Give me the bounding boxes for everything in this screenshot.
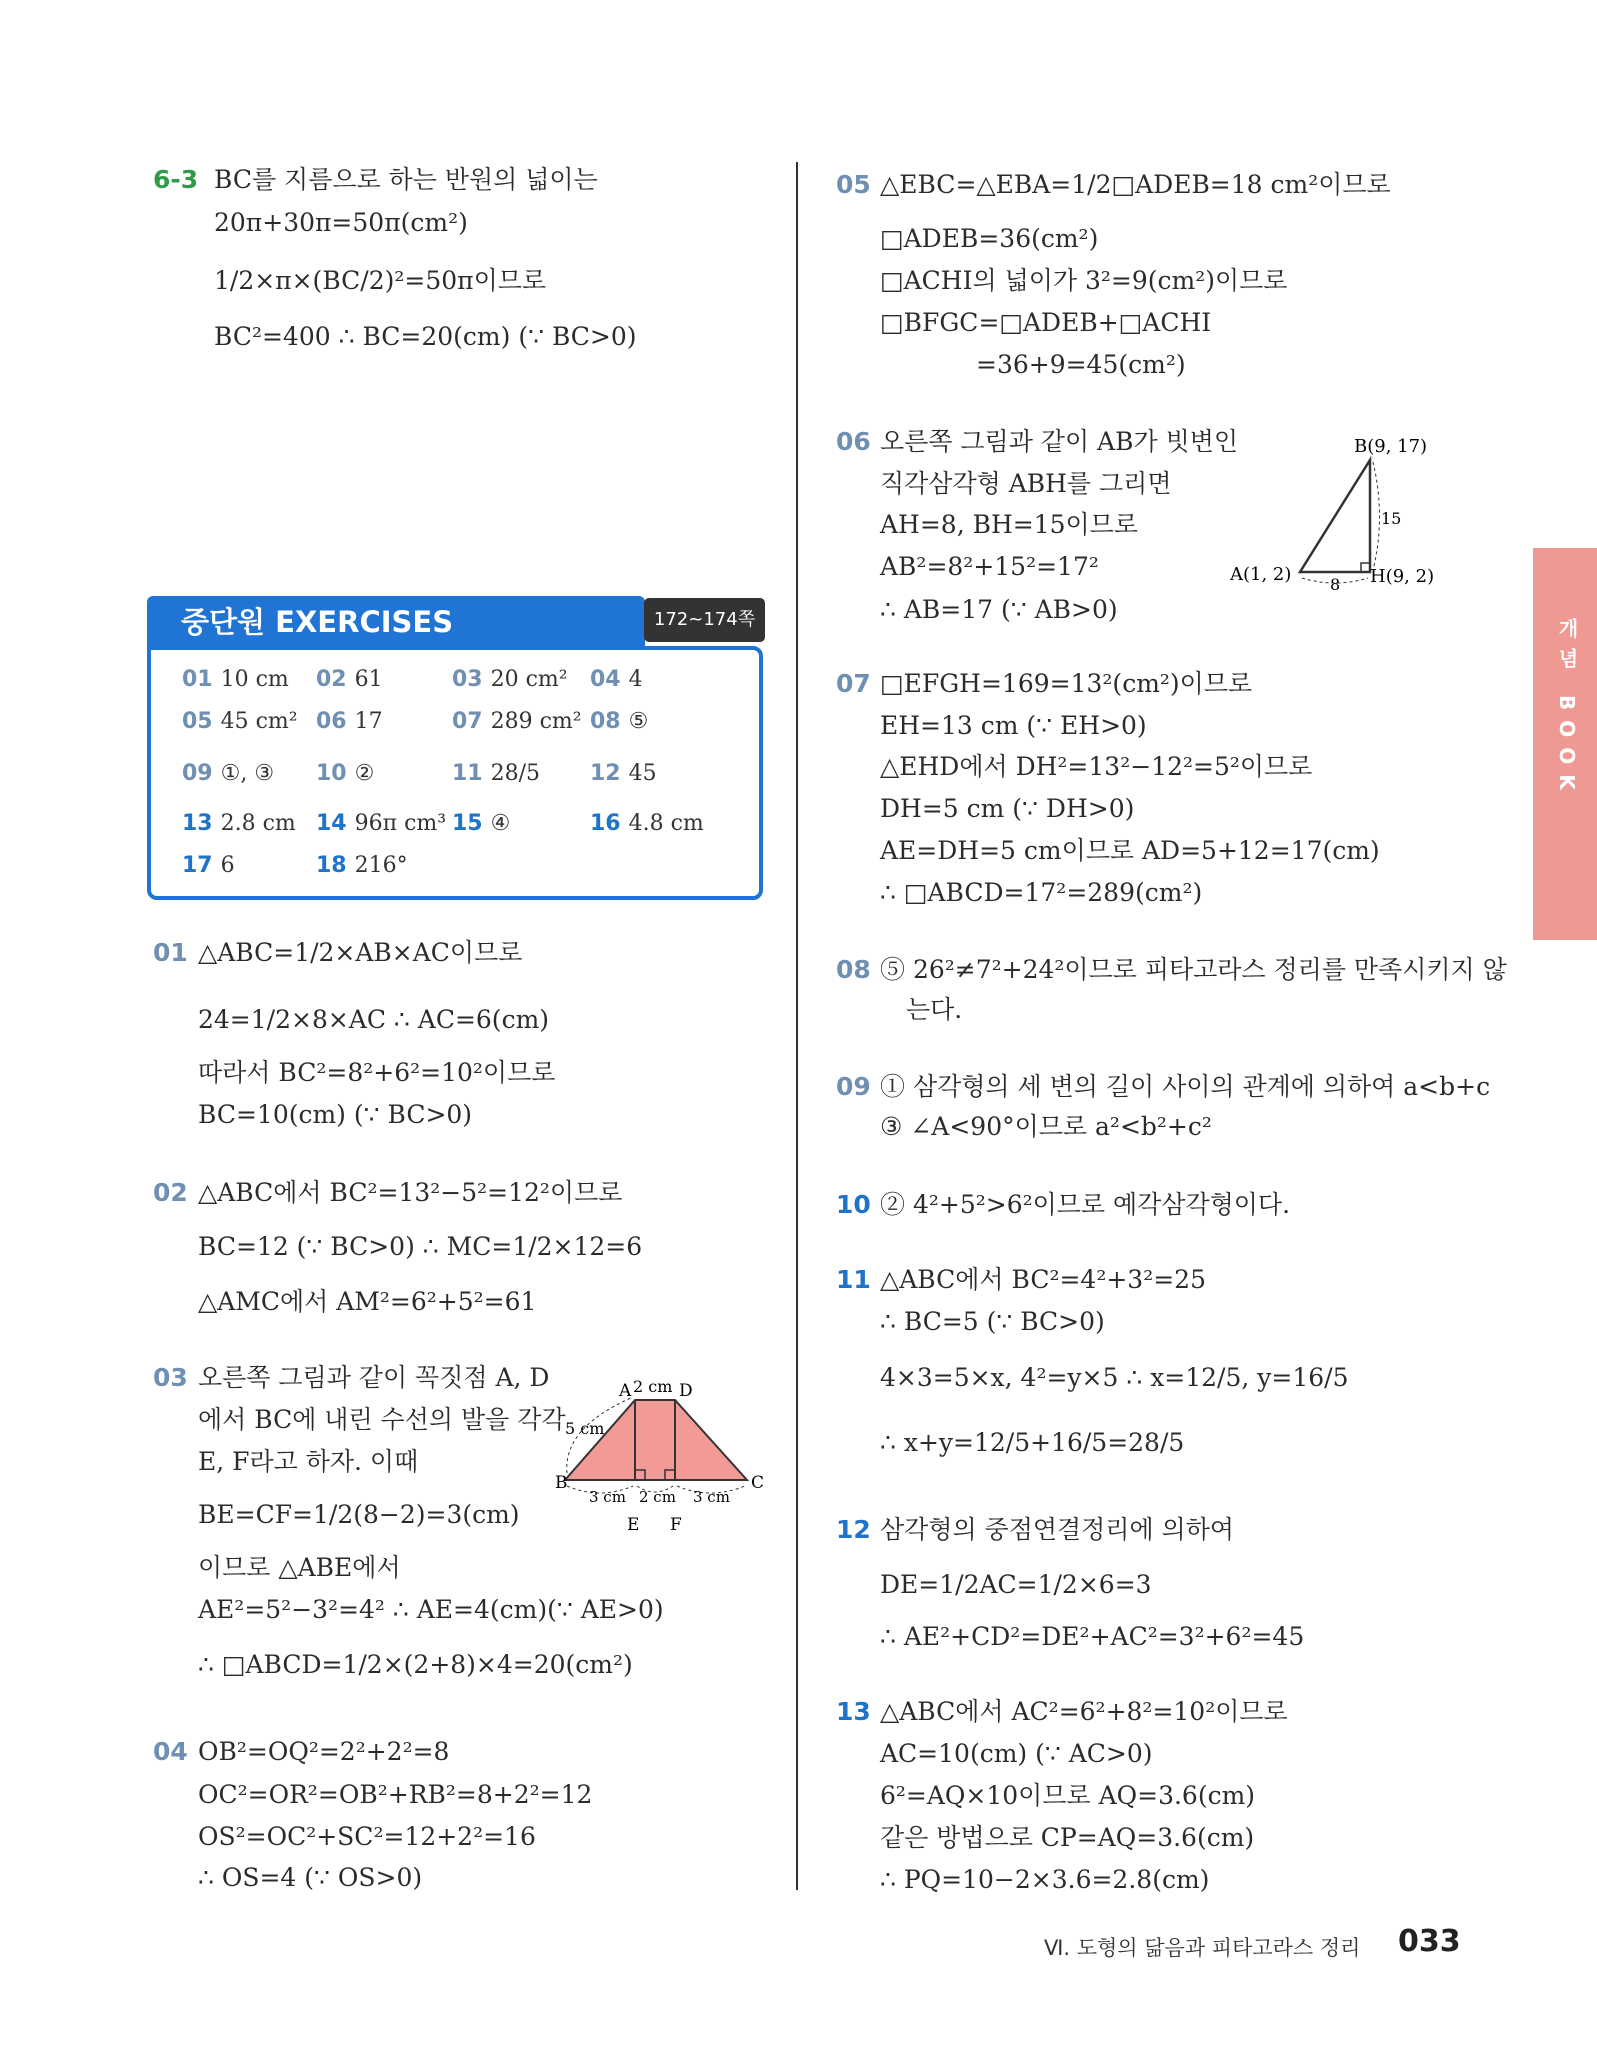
solution-line: E, F라고 하자. 이때 <box>198 1447 419 1476</box>
solution-line: 는다. <box>906 995 963 1024</box>
answer-item <box>182 810 296 838</box>
answer-item <box>452 666 568 694</box>
answer-number: 01 <box>182 667 213 692</box>
problem-number: 01 <box>153 938 188 967</box>
side-tab <box>1533 548 1597 940</box>
solution-line: □ACHI의 넓이가 3²=9(cm²)이므로 <box>880 266 1288 295</box>
problem-number: 02 <box>153 1178 188 1207</box>
label-15: 15 <box>1381 509 1402 528</box>
solution-line: 4×3=5×x, 4²=y×5 ∴ x=12/5, y=16/5 <box>880 1363 1349 1392</box>
problem-number: 09 <box>836 1072 871 1101</box>
solution-line: 직각삼각형 ABH를 그리면 <box>880 469 1172 498</box>
solution-line: ① 삼각형의 세 변의 길이 사이의 관계에 의하여 a<b+c <box>880 1072 1491 1101</box>
answer-value: 6 <box>220 853 235 878</box>
solution-line: 6²=AQ×10이므로 AQ=3.6(cm) <box>880 1781 1256 1810</box>
answer-value: 45 cm² <box>220 709 298 734</box>
solution-line: BE=CF=1/2(8−2)=3(cm) <box>198 1500 520 1529</box>
solution-line: △AMC에서 AM²=6²+5²=61 <box>198 1287 537 1316</box>
solution-line: 같은 방법으로 CP=AQ=3.6(cm) <box>880 1823 1255 1852</box>
solution-line: OC²=OR²=OB²+RB²=8+2²=12 <box>198 1780 593 1809</box>
label-seg1: 3 cm <box>589 1488 626 1506</box>
answer-item <box>316 852 408 880</box>
answer-value: 17 <box>354 709 383 734</box>
solution-line: 1/2×π×(BC/2)²=50π이므로 <box>214 266 547 295</box>
answer-number: 15 <box>452 811 483 836</box>
answer-value: 2.8 cm <box>220 811 296 836</box>
exercises-page-range: 172~174쪽 <box>644 598 765 642</box>
solution-line: □ADEB=36(cm²) <box>880 224 1099 253</box>
answer-value: ①, ③ <box>220 761 275 786</box>
solution-line: ∴ BC=5 (∵ BC>0) <box>880 1307 1105 1336</box>
label-side: 5 cm <box>565 1419 605 1438</box>
solution-line: △EBC=△EBA=1/2□ADEB=18 cm²이므로 <box>880 170 1391 199</box>
answer-item <box>182 852 235 880</box>
side-tab-label: 개념 BOOK <box>1555 618 1579 800</box>
answer-value: ④ <box>490 811 511 836</box>
triangle-shape <box>1300 460 1370 572</box>
label-C: C <box>751 1473 765 1493</box>
label-E: E <box>627 1515 640 1535</box>
solution-line: BC=12 (∵ BC>0) ∴ MC=1/2×12=6 <box>198 1232 643 1261</box>
solution-line: 24=1/2×8×AC ∴ AC=6(cm) <box>198 1005 550 1034</box>
label-seg3: 3 cm <box>693 1488 730 1506</box>
answer-item <box>316 708 383 736</box>
solution-line: 에서 BC에 내린 수선의 발을 각각 <box>198 1405 566 1434</box>
solution-line: 따라서 BC²=8²+6²=10²이므로 <box>198 1058 556 1087</box>
answer-value: 4 <box>628 667 643 692</box>
solution-line: 이므로 △ABE에서 <box>198 1553 401 1582</box>
answer-value: 4.8 cm <box>628 811 704 836</box>
solution-line: BC를 지름으로 하는 반원의 넓이는 <box>214 165 598 194</box>
answer-value: 216° <box>354 853 408 878</box>
solution-line: △ABC=1/2×AB×AC이므로 <box>198 938 523 967</box>
problem-number: 04 <box>153 1737 188 1766</box>
solution-line: AE=DH=5 cm이므로 AD=5+12=17(cm) <box>880 836 1380 865</box>
label-H: H(9, 2) <box>1370 566 1435 587</box>
exercises-title: 중단원 EXERCISES <box>147 596 645 648</box>
answer-number: 04 <box>590 667 621 692</box>
solution-line: OS²=OC²+SC²=12+2²=16 <box>198 1822 536 1851</box>
answer-number: 02 <box>316 667 347 692</box>
answer-value: 289 cm² <box>490 709 582 734</box>
right-triangle-figure <box>1230 432 1440 597</box>
solution-line: □EFGH=169=13²(cm²)이므로 <box>880 669 1253 698</box>
answer-number: 03 <box>452 667 483 692</box>
problem-number: 07 <box>836 669 871 698</box>
answer-number: 07 <box>452 709 483 734</box>
solution-line: △ABC에서 AC²=6²+8²=10²이므로 <box>880 1697 1288 1726</box>
answer-number: 12 <box>590 761 621 786</box>
answer-item <box>452 810 510 838</box>
answer-item <box>182 666 289 694</box>
solution-line: 20π+30π=50π(cm²) <box>214 208 468 237</box>
answer-value: 96π cm³ <box>354 811 447 836</box>
solution-line: AH=8, BH=15이므로 <box>880 510 1138 539</box>
problem-number: 12 <box>836 1515 871 1544</box>
page-number: 033 <box>1398 1924 1461 1959</box>
solution-line: BC²=400 ∴ BC=20(cm) (∵ BC>0) <box>214 322 637 351</box>
answer-item <box>590 666 643 694</box>
answer-value: 28/5 <box>490 761 541 786</box>
answer-number: 10 <box>316 761 347 786</box>
label-8: 8 <box>1330 575 1341 594</box>
answer-value: 10 cm <box>220 667 289 692</box>
answer-item <box>316 666 383 694</box>
solution-line: ∴ OS=4 (∵ OS>0) <box>198 1863 423 1892</box>
answer-value: 20 cm² <box>490 667 568 692</box>
answer-item <box>452 708 582 736</box>
answer-number: 11 <box>452 761 483 786</box>
answer-number: 06 <box>316 709 347 734</box>
solution-line: BC=10(cm) (∵ BC>0) <box>198 1100 473 1129</box>
label-D: D <box>679 1381 693 1401</box>
solution-line: ∴ □ABCD=1/2×(2+8)×4=20(cm²) <box>198 1650 633 1679</box>
answer-number: 17 <box>182 853 213 878</box>
problem-number: 08 <box>836 955 871 984</box>
solution-line: 삼각형의 중점연결정리에 의하여 <box>880 1515 1234 1544</box>
solution-line: =36+9=45(cm²) <box>976 350 1186 379</box>
chapter-title: Ⅵ. 도형의 닮음과 피타고라스 정리 <box>1044 1936 1361 1960</box>
answer-number: 05 <box>182 709 213 734</box>
solution-line: EH=13 cm (∵ EH>0) <box>880 711 1147 740</box>
trapezoid-shape <box>565 1400 747 1480</box>
solution-line: ∴ □ABCD=17²=289(cm²) <box>880 878 1203 907</box>
answer-number: 13 <box>182 811 213 836</box>
solution-line: ⑤ 26²≠7²+24²이므로 피타고라스 정리를 만족시키지 않 <box>880 955 1507 984</box>
solution-line: △ABC에서 BC²=4²+3²=25 <box>880 1265 1206 1294</box>
solution-line: ∴ x+y=12/5+16/5=28/5 <box>880 1428 1185 1457</box>
answer-number: 08 <box>590 709 621 734</box>
answer-value: ⑤ <box>628 709 649 734</box>
problem-number: 05 <box>836 170 871 199</box>
solution-line: AC=10(cm) (∵ AC>0) <box>880 1739 1153 1768</box>
label-A: A <box>619 1381 632 1401</box>
solution-line: △ABC에서 BC²=13²−5²=12²이므로 <box>198 1178 623 1207</box>
label-F: F <box>670 1515 682 1535</box>
label-seg2: 2 cm <box>639 1488 676 1506</box>
problem-number: 11 <box>836 1265 871 1294</box>
answer-item <box>316 810 446 838</box>
problem-number: 6-3 <box>153 165 199 194</box>
answer-number: 09 <box>182 761 213 786</box>
answer-number: 18 <box>316 853 347 878</box>
problem-number: 13 <box>836 1697 871 1726</box>
solution-line: ③ ∠A<90°이므로 a²<b²+c² <box>880 1112 1212 1141</box>
label-top: 2 cm <box>633 1377 673 1396</box>
label-B: B(9, 17) <box>1354 436 1428 457</box>
solution-line: ∴ PQ=10−2×3.6=2.8(cm) <box>880 1865 1210 1894</box>
answer-number: 16 <box>590 811 621 836</box>
answer-item <box>182 760 274 788</box>
solution-line: ∴ AB=17 (∵ AB>0) <box>880 595 1118 624</box>
column-divider <box>796 162 798 1890</box>
label-A: A(1, 2) <box>1230 564 1292 585</box>
answer-item <box>182 708 298 736</box>
solution-line: AE²=5²−3²=4² ∴ AE=4(cm)(∵ AE>0) <box>198 1595 664 1624</box>
solution-line: AB²=8²+15²=17² <box>880 552 1099 581</box>
solution-line: OB²=OQ²=2²+2²=8 <box>198 1737 450 1766</box>
solution-line: 오른쪽 그림과 같이 AB가 빗변인 <box>880 427 1239 456</box>
solution-line: △EHD에서 DH²=13²−12²=5²이므로 <box>880 752 1313 781</box>
answer-value: 45 <box>628 761 657 786</box>
solution-line: ② 4²+5²>6²이므로 예각삼각형이다. <box>880 1190 1291 1219</box>
answer-item <box>590 708 648 736</box>
answer-value: 61 <box>354 667 383 692</box>
answer-item <box>590 760 657 788</box>
answer-value: ② <box>354 761 375 786</box>
problem-number: 06 <box>836 427 871 456</box>
problem-number: 03 <box>153 1363 188 1392</box>
solution-line: □BFGC=□ADEB+□ACHI <box>880 308 1212 337</box>
label-B: B <box>555 1473 568 1493</box>
solution-line: ∴ AE²+CD²=DE²+AC²=3²+6²=45 <box>880 1622 1305 1651</box>
answer-number: 14 <box>316 811 347 836</box>
solution-line: DE=1/2AC=1/2×6=3 <box>880 1570 1152 1599</box>
solution-line: 오른쪽 그림과 같이 꼭짓점 A, D <box>198 1363 550 1392</box>
answer-item <box>590 810 704 838</box>
problem-number: 10 <box>836 1190 871 1219</box>
answer-item <box>316 760 374 788</box>
trapezoid-figure <box>555 1368 775 1540</box>
answer-item <box>452 760 540 788</box>
solution-line: DH=5 cm (∵ DH>0) <box>880 794 1135 823</box>
